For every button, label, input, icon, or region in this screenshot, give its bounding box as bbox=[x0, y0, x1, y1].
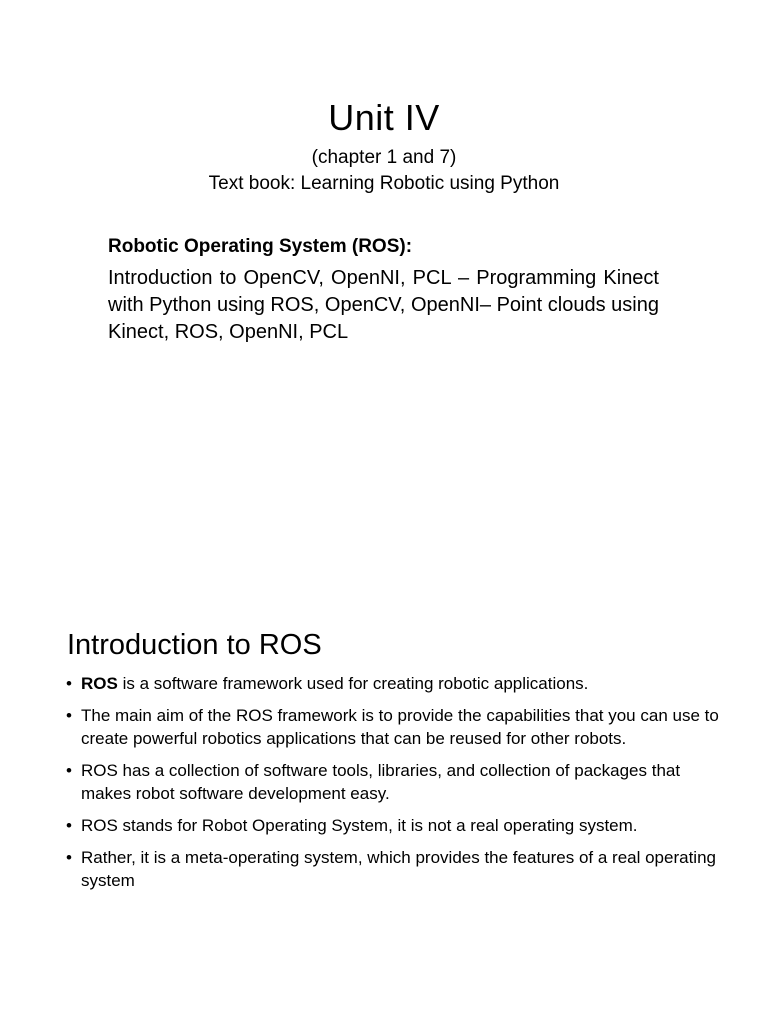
bullet-marker: • bbox=[66, 816, 72, 835]
bullet-marker: • bbox=[66, 706, 72, 725]
section-heading: Robotic Operating System (ROS): bbox=[108, 236, 413, 257]
bullet-item bbox=[66, 846, 726, 892]
slide-title: Introduction to ROS bbox=[67, 629, 322, 661]
slide-title: Unit IV bbox=[328, 97, 440, 138]
bullet-item bbox=[66, 672, 726, 695]
bullet-list bbox=[66, 672, 726, 901]
section-body-text: Introduction to OpenCV, OpenNI, PCL – Programming Kinect with Python using ROS, OpenCV, OpenNI– Point clouds using Kinect, ROS, OpenNI, PCL bbox=[108, 267, 659, 343]
bullet-marker: • bbox=[66, 674, 72, 693]
bullet-item bbox=[66, 814, 726, 837]
bullet-text: ROS has a collection of software tools, libraries, and collection of packages that makes robot software development easy. bbox=[81, 761, 681, 803]
bullet-item bbox=[66, 704, 726, 750]
bullet-marker: • bbox=[66, 848, 72, 867]
bullet-bold-term: ROS bbox=[81, 674, 118, 693]
bullet-body: is a software framework used for creating robotic applications. bbox=[117, 674, 589, 693]
slide-subtitle-chapters: (chapter 1 and 7) bbox=[311, 147, 457, 168]
bullet-item bbox=[66, 759, 726, 805]
slide-subtitle-textbook: Text book: Learning Robotic using Python bbox=[208, 173, 560, 194]
bullet-text: Rather, it is a meta-operating system, which provides the features of a real operating system bbox=[81, 848, 716, 890]
bullet-text: ROS stands for Robot Operating System, it is not a real operating system. bbox=[81, 816, 638, 835]
bullet-text bbox=[81, 674, 588, 693]
bullet-marker: • bbox=[66, 761, 72, 780]
bullet-text: The main aim of the ROS framework is to provide the capabilities that you can use to create powerful robotics applications that can be reused for other robots. bbox=[81, 706, 719, 748]
